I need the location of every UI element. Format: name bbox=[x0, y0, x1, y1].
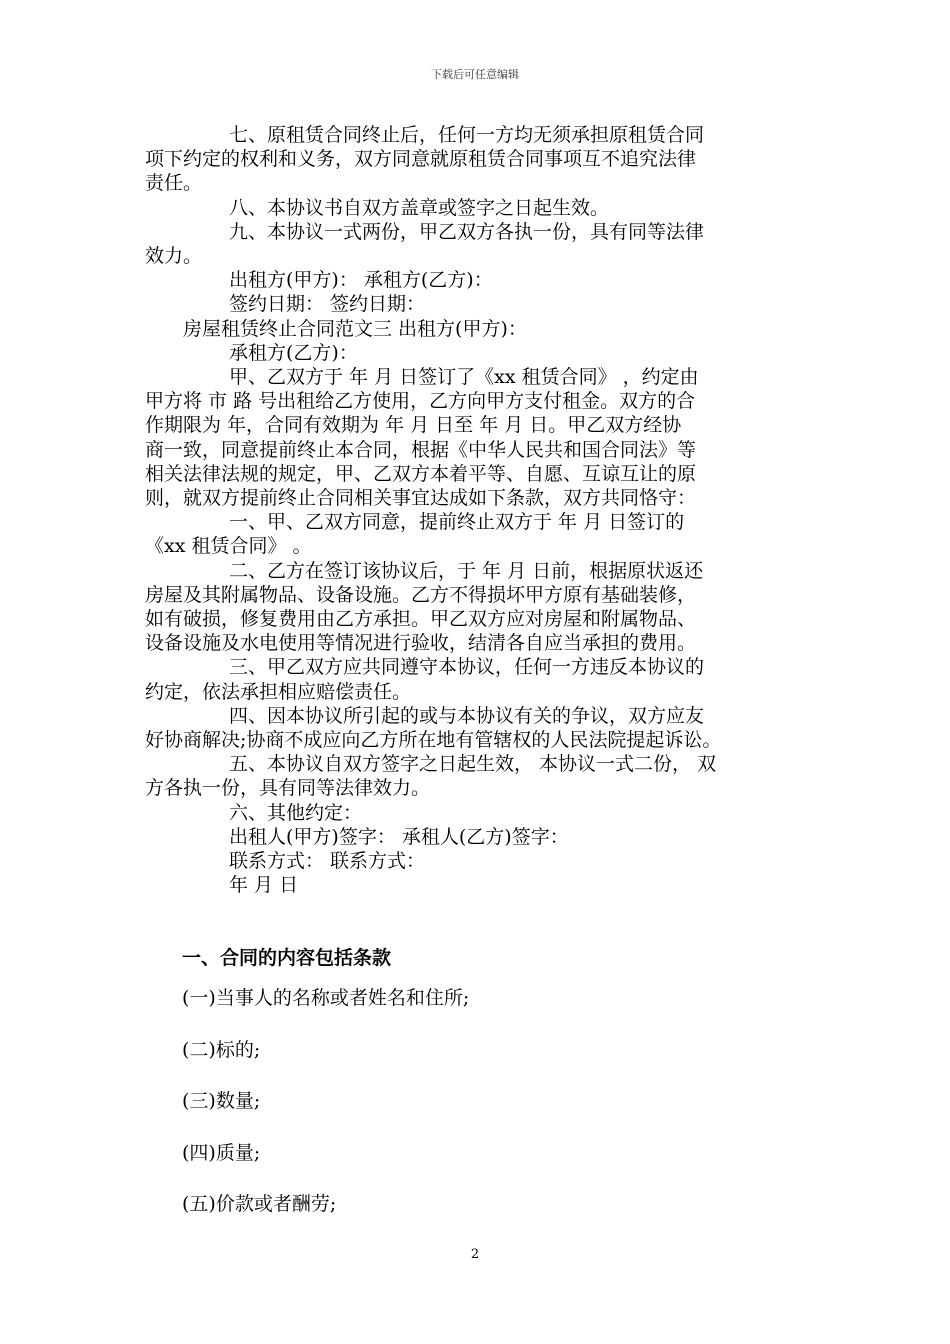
body-line: 好协商解决;协商不成应向乙方所在地有管辖权的人民法院提起诉讼。 bbox=[145, 729, 722, 752]
body-line: 四、因本协议所引起的或与本协议有关的争议，双方应友 bbox=[229, 704, 705, 727]
body-line: 五、本协议自双方签字之日起生效， 本协议一式二份， 双 bbox=[229, 753, 717, 776]
body-line: 联系方式： 联系方式： bbox=[229, 850, 426, 873]
clause-item: (四)质量; bbox=[182, 1141, 261, 1164]
body-line: 年 月 日 bbox=[229, 874, 299, 897]
body-line: 七、原租赁合同终止后，任何一方均无须承担原租赁合同 bbox=[229, 124, 705, 146]
body-line: 项下约定的权利和义务，双方同意就原租赁合同事项互不追究法律 bbox=[145, 148, 697, 171]
body-line: 甲方将 市 路 号出租给乙方使用，乙方向甲方支付租金。双方的合 bbox=[145, 390, 696, 413]
body-line: 方各执一份，具有同等法律效力。 bbox=[145, 777, 431, 800]
clause-list bbox=[182, 983, 469, 1241]
body-line: 则，就双方提前终止合同相关事宜达成如下条款，双方共同恪守： bbox=[145, 487, 697, 510]
body-line: 一、甲、乙双方同意，提前终止双方于 年 月 日签订的 bbox=[229, 511, 685, 534]
body-line: 签约日期： 签约日期： bbox=[229, 293, 426, 316]
body-line: 设备设施及水电使用等情况进行验收，结清各自应当承担的费用。 bbox=[145, 632, 697, 655]
clause-item: (二)标的; bbox=[182, 1038, 261, 1061]
body-line: 作期限为 年，合同有效期为 年 月 日至 年 月 日。甲乙双方经协 bbox=[145, 414, 682, 437]
body-line: 效力。 bbox=[145, 245, 203, 268]
body-line: 二、乙方在签订该协议后，于 年 月 日前，根据原状返还 bbox=[229, 559, 704, 582]
body-line: 三、甲乙双方应共同遵守本协议，任何一方违反本协议的 bbox=[229, 656, 705, 679]
body-line: 责任。 bbox=[145, 172, 203, 195]
body-line: 六、其他约定： bbox=[229, 801, 363, 824]
body-line: 《xx 租赁合同》 。 bbox=[145, 535, 312, 558]
body-line: 商一致，同意提前终止本合同，根据《中华人民共和国合同法》等 bbox=[145, 438, 697, 461]
body-line: 出租人(甲方)签字： 承租人(乙方)签字： bbox=[229, 825, 569, 848]
section-title: 一、合同的内容包括条款 bbox=[182, 947, 392, 969]
page-number: 2 bbox=[470, 1247, 480, 1262]
body-line: 房屋及其附属物品、设备设施。乙方不得损坏甲方原有基础装修， bbox=[145, 583, 697, 606]
body-line: 约定，依法承担相应赔偿责任。 bbox=[145, 680, 412, 703]
body-line: 甲、乙双方于 年 月 日签订了《xx 租赁合同》 ，约定由 bbox=[229, 366, 699, 389]
page-header: 下载后可任意编辑 bbox=[431, 68, 519, 81]
body-line: 相关法律法规的规定，甲、乙双方本着平等、自愿、互谅互让的原 bbox=[145, 462, 697, 485]
clause-item: (三)数量; bbox=[182, 1090, 261, 1112]
document-body bbox=[145, 123, 815, 898]
body-line: 出租方(甲方)： 承租方(乙方)： bbox=[229, 269, 493, 292]
clause-item: (五)价款或者酬劳; bbox=[182, 1193, 337, 1215]
body-line: 房屋租赁终止合同范文三 出租方(甲方)： bbox=[183, 317, 527, 340]
body-line: 八、本协议书自双方盖章或签字之日起生效。 bbox=[229, 196, 610, 219]
clause-item: (一)当事人的名称或者姓名和住所; bbox=[182, 987, 470, 1009]
body-line: 九、本协议一式两份，甲乙双方各执一份，具有同等法律 bbox=[229, 220, 705, 243]
body-line: 如有破损，修复费用由乙方承担。甲乙双方应对房屋和附属物品、 bbox=[145, 608, 697, 631]
body-line: 承租方(乙方)： bbox=[229, 341, 358, 364]
